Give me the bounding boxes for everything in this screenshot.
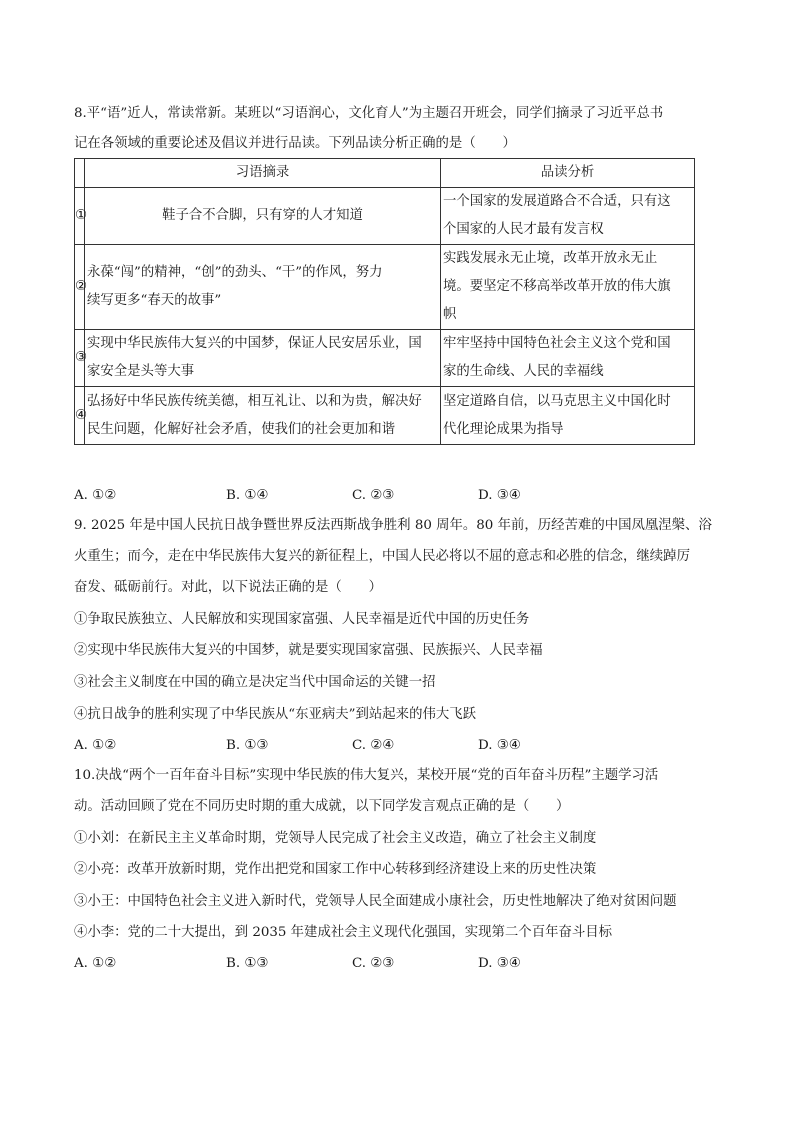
table-corner-cell — [75, 159, 85, 188]
option-c[interactable]: C. ②③ — [352, 488, 395, 503]
row-number: ③ — [75, 330, 85, 387]
q10-statement: ①小刘：在新民主主义革命时期，党领导人民完成了社会主义改造，确立了社会主义制度 — [74, 831, 597, 846]
q9-options — [74, 736, 714, 756]
option-b[interactable]: B. ①③ — [226, 738, 269, 753]
row-number: ② — [75, 245, 85, 330]
quote-cell: 弘扬好中华民族传统美德，相互礼让、以和为贵，解决好 民生问题，化解好社会矛盾，使我们的社会更加和谐 — [85, 387, 441, 445]
quote-cell: 实现中华民族伟大复兴的中国梦，保证人民安居乐业，国 家安全是头等大事 — [85, 330, 441, 387]
quote-cell: 鞋子合不合脚，只有穿的人才知道 — [85, 188, 441, 245]
q10-stem-line-1: 10.决战“两个一百年奋斗目标”实现中华民族的伟大复兴，某校开展“党的百年奋斗历程”主题学习活 — [74, 768, 659, 783]
option-a[interactable]: A. ①② — [74, 488, 117, 503]
q9-stem-line-2: 火重生；而今，走在中华民族伟大复兴的新征程上，中国人民必将以不屈的意志和必胜的信念，继续踔厉 — [74, 549, 690, 564]
analysis-cell: 一个国家的发展道路合不合适，只有这 个国家的人民才最有发言权 — [441, 188, 695, 245]
q8-options — [74, 486, 714, 506]
q8-stem-line-2: 记在各领域的重要论述及倡议并进行品读。下列品读分析正确的是（ ） — [74, 136, 516, 151]
q9-statement: ③社会主义制度在中国的确立是决定当代中国命运的关键一招 — [74, 675, 436, 690]
table-row — [75, 188, 695, 245]
table-row — [75, 245, 695, 330]
q9-stem-line-1: 9. 2025 年是中国人民抗日战争暨世界反法西斯战争胜利 80 周年。80 年前，历经苦难的中国凤凰涅槃、浴 — [74, 518, 712, 533]
option-b[interactable]: B. ①④ — [226, 488, 269, 503]
analysis-cell: 坚定道路自信，以马克思主义中国化时 代化理论成果为指导 — [441, 387, 695, 445]
option-d[interactable]: D. ③④ — [478, 956, 521, 971]
table-header-quote: 习语摘录 — [85, 159, 441, 188]
option-b[interactable]: B. ①③ — [226, 956, 269, 971]
q9-statement: ①争取民族独立、人民解放和实现国家富强、人民幸福是近代中国的历史任务 — [74, 612, 530, 627]
row-number: ④ — [75, 387, 85, 445]
option-a[interactable]: A. ①② — [74, 738, 117, 753]
table-row — [75, 387, 695, 445]
q8-stem-line-1: 8.平“语”近人，常读常新。某班以“习语润心，文化育人”为主题召开班会，同学们摘录了习近平总书 — [74, 106, 664, 121]
option-a[interactable]: A. ①② — [74, 956, 117, 971]
q10-statement: ④小李：党的二十大提出，到 2035 年建成社会主义现代化强国，实现第二个百年奋斗目标 — [74, 925, 613, 940]
option-c[interactable]: C. ②④ — [352, 738, 395, 753]
q9-stem-line-3: 奋发、砥砺前行。对此，以下说法正确的是（ ） — [74, 580, 382, 595]
table-header-row — [75, 159, 695, 188]
analysis-cell: 实践发展永无止境，改革开放永无止 境。要坚定不移高举改革开放的伟大旗 帜 — [441, 245, 695, 330]
option-c[interactable]: C. ②③ — [352, 956, 395, 971]
q10-options — [74, 954, 714, 974]
quote-cell: 永葆“闯”的精神，“创”的劲头、“干”的作风，努力 续写更多“春天的故事” — [85, 245, 441, 330]
q10-statement: ③小王：中国特色社会主义进入新时代，党领导人民全面建成小康社会，历史性地解决了绝对贫困问题 — [74, 894, 677, 909]
row-number: ① — [75, 188, 85, 245]
option-d[interactable]: D. ③④ — [478, 738, 521, 753]
analysis-cell: 牢牢坚持中国特色社会主义这个党和国 家的生命线、人民的幸福线 — [441, 330, 695, 387]
q10-stem-line-2: 动。活动回顾了党在不同历史时期的重大成就，以下同学发言观点正确的是（ ） — [74, 799, 570, 814]
table-header-analysis: 品读分析 — [441, 159, 695, 188]
q9-statement: ②实现中华民族伟大复兴的中国梦，就是要实现国家富强、民族振兴、人民幸福 — [74, 643, 543, 658]
q10-statement: ②小亮：改革开放新时期，党作出把党和国家工作中心转移到经济建设上来的历史性决策 — [74, 862, 597, 877]
table-row — [75, 330, 695, 387]
q8-quote-table — [74, 158, 695, 445]
q9-statement: ④抗日战争的胜利实现了中华民族从“东亚病夫”到站起来的伟大飞跃 — [74, 707, 477, 722]
option-d[interactable]: D. ③④ — [478, 488, 521, 503]
